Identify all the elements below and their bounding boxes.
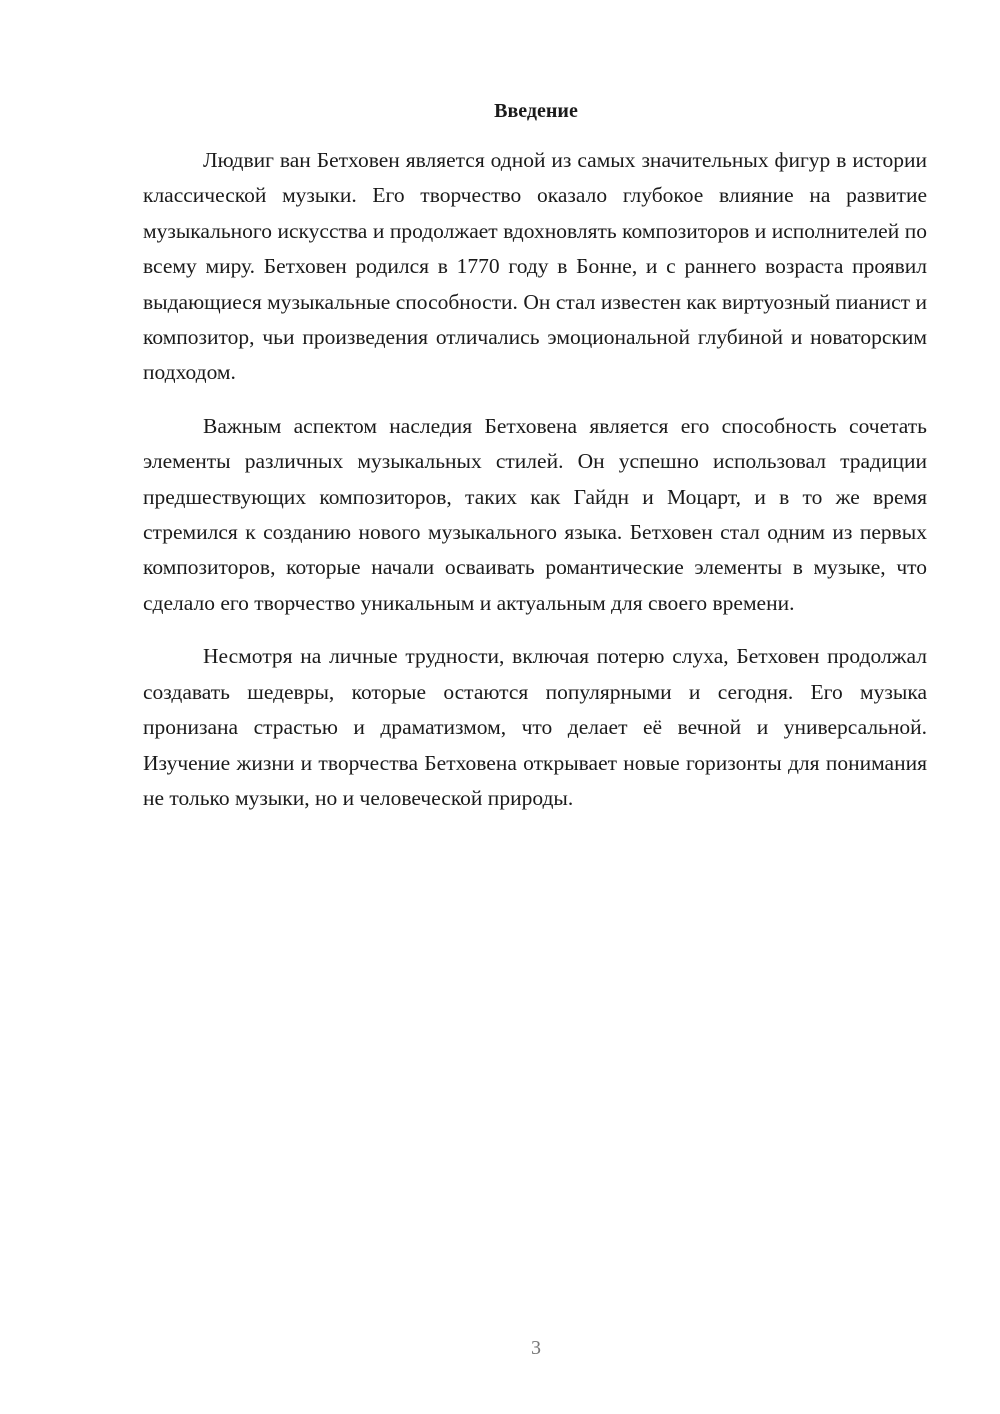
- section-heading: Введение: [494, 100, 578, 122]
- paragraph-hardships: Несмотря на личные трудности, включая потерю слуха, Бетховен продолжал создавать шедевры, которые остаются популярными и сегодня. Его музыка пронизана страстью и драматизмом, что делает её вечной и универсальной. Изучение жизни и творчества Бетховена открывает новые горизонты для понимания не только музыки, но и человеческой природы.: [143, 644, 927, 810]
- page-number: 3: [531, 1337, 541, 1359]
- body-text: [143, 143, 927, 834]
- paragraph-legacy: Важным аспектом наследия Бетховена является его способность сочетать элементы различных музыкальных стилей. Он успешно использовал традиции предшествующих композиторов, таких как Гайдн и Моцарт, и в то же время стремился к созданию нового музыкального языка. Бетховен стал одним из первых композиторов, которые начали осваивать романтические элементы в музыке, что сделало его творчество уникальным и актуальным для своего времени.: [143, 413, 927, 615]
- paragraph-intro: Людвиг ван Бетховен является одной из самых значительных фигур в истории классической музыки. Его творчество оказало глубокое влияние на развитие музыкального искусства и продолжает вдохновлять композиторов и исполнителей по всему миру. Бетховен родился в 1770 году в Бонне, и с раннего возраста проявил выдающиеся музыкальные способности. Он стал известен как виртуозный пианист и композитор, чьи произведения отличались эмоциональной глубиной и новаторским подходом.: [143, 148, 927, 385]
